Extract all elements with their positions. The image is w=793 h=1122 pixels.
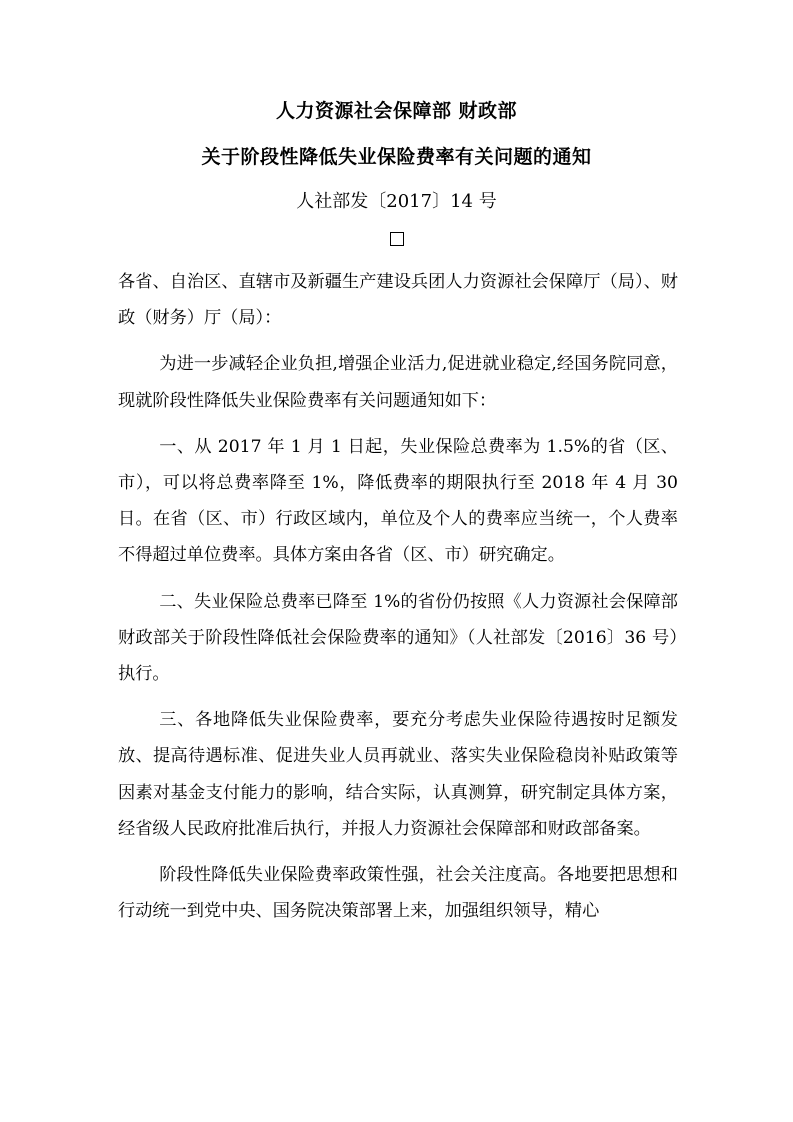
article-two-paragraph: 二、失业保险总费率已降至 1%的省份仍按照《人力资源社会保障部 财政部关于阶段性降低社会保险费率的通知》（人社部发〔2016〕36 号）执行。: [118, 591, 678, 685]
document-title-line2: 关于阶段性降低失业保险费率有关问题的通知: [201, 146, 592, 168]
document-number: 人社部发〔2017〕14 号: [296, 191, 497, 212]
document-body: [118, 264, 678, 929]
checkbox-icon: [390, 232, 404, 246]
document-title-line1: 人力资源社会保障部 财政部: [275, 100, 518, 122]
closing-paragraph: 阶段性降低失业保险费率政策性强，社会关注度高。各地要把思想和行动统一到党中央、国务院决策部署上来，加强组织领导，精心: [118, 865, 678, 922]
intro-paragraph: 为进一步减轻企业负担,增强企业活力,促进就业稳定,经国务院同意，现就阶段性降低失业保险费率有关问题通知如下：: [118, 354, 678, 411]
addressee-paragraph: 各省、自治区、直辖市及新疆生产建设兵团人力资源社会保障厅（局）、财政（财务）厅（局）：: [118, 272, 678, 329]
article-one-paragraph: 一、从 2017 年 1 月 1 日起，失业保险总费率为 1.5%的省（区、市），可以将总费率降至 1%，降低费率的期限执行至 2018 年 4 月 30 日。在省（区、市）行政区域内，单位及个人的费率应当统一，个人费率不得超过单位费率。具体方案由各省（区、市）研究确定。: [118, 436, 678, 566]
article-three-paragraph: 三、各地降低失业保险费率，要充分考虑失业保险待遇按时足额发放、提高待遇标准、促进失业人员再就业、落实失业保险稳岗补贴政策等因素对基金支付能力的影响，结合实际，认真测算，研究制定具体方案，经省级人民政府批准后执行，并报人力资源社会保障部和财政部备案。: [118, 710, 678, 839]
